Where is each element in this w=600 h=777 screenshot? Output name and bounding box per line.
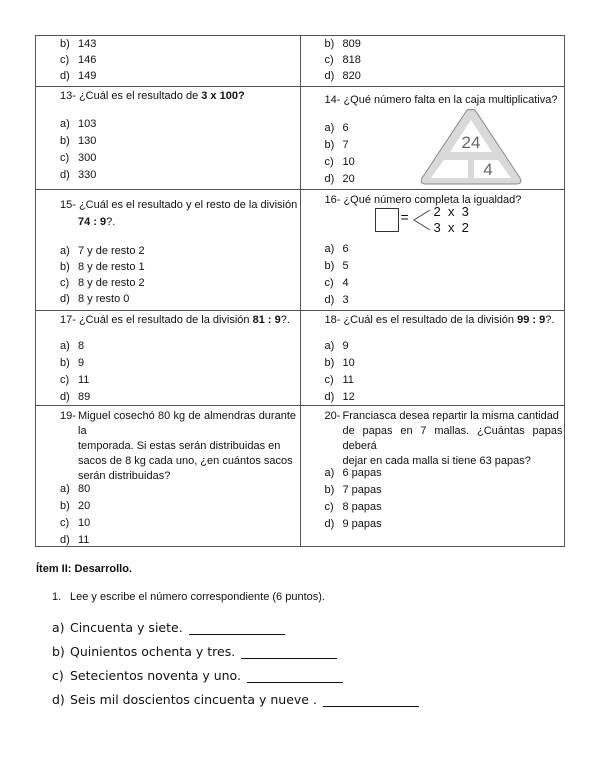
table-row bbox=[36, 87, 565, 190]
option-c: c) 11 bbox=[324, 374, 354, 386]
table-row bbox=[36, 190, 565, 311]
instruction bbox=[52, 591, 325, 603]
answer-box bbox=[375, 208, 399, 232]
list-item: b) Quinientos ochenta y tres. bbox=[52, 644, 337, 659]
question-19-text: Miguel cosechó 80 kg de almendras durante la temporada. Si estas serán distribuidas en sacos de 8 kg cada uno, ¿en cuántos sacos serán distribuidas? bbox=[78, 410, 296, 482]
cell-q14 bbox=[301, 87, 565, 189]
instruction-text: Lee y escribe el número correspondiente (6 puntos). bbox=[70, 591, 325, 603]
answer-blank[interactable] bbox=[189, 622, 285, 635]
option-b: b) 7 bbox=[324, 139, 349, 151]
cell-q18 bbox=[301, 311, 565, 405]
triangle-right-number: 4 bbox=[482, 160, 493, 179]
question-20-text: Franciasca desea repartir la misma cantidad de papas en 7 mallas. ¿Cuántas papas deberá dejar en cada malla si tiene 63 papas? bbox=[342, 410, 563, 467]
option-a: a) 6 bbox=[324, 243, 349, 255]
option-a: a) 8 bbox=[60, 340, 85, 352]
factor-bottom: 3 x 2 bbox=[433, 220, 469, 235]
option-a: a) 6 bbox=[324, 122, 349, 134]
option-c: c) 4 bbox=[324, 277, 349, 289]
question-18: 18- ¿Cuál es el resultado de la división 99 : 9?. bbox=[324, 314, 555, 326]
option-a: a) 80 bbox=[60, 483, 91, 495]
option-c: c) 818 bbox=[324, 54, 361, 66]
option-c: c) 300 bbox=[60, 152, 97, 164]
cell-q19 bbox=[36, 406, 300, 546]
option-b: b) 5 bbox=[324, 260, 349, 272]
section-title: Ítem II: Desarrollo. bbox=[36, 563, 132, 575]
cell-q15 bbox=[36, 190, 300, 310]
option-c: c) 8 papas bbox=[324, 501, 382, 513]
cell-q13 bbox=[36, 87, 300, 189]
option-d: d) 8 y resto 0 bbox=[60, 293, 130, 305]
branch-lines bbox=[412, 208, 432, 232]
instruction-number: 1. bbox=[52, 591, 62, 603]
option-c: c) 11 bbox=[60, 374, 90, 386]
option-d: d) 11 bbox=[60, 534, 90, 546]
option-b: b) 10 bbox=[324, 357, 355, 369]
option-b: b) 143 bbox=[60, 38, 97, 50]
question-20-number: 20- bbox=[324, 410, 341, 422]
cell-q12 bbox=[301, 36, 565, 86]
answer-blank[interactable] bbox=[247, 670, 343, 683]
factor-top: 2 x 3 bbox=[433, 204, 469, 219]
triangle-top-number: 24 bbox=[461, 133, 480, 152]
questions-table bbox=[35, 35, 565, 547]
answer-blank[interactable] bbox=[241, 646, 337, 659]
option-c: c) 8 y de resto 2 bbox=[60, 277, 145, 289]
option-d: d) 330 bbox=[60, 169, 97, 181]
cell-q17 bbox=[36, 311, 300, 405]
option-a: a) 103 bbox=[60, 118, 97, 130]
question-19-number: 19- bbox=[60, 410, 76, 422]
list-item: d) Seis mil doscientos cincuenta y nueve . bbox=[52, 692, 419, 707]
option-d: d) 9 papas bbox=[324, 518, 382, 530]
option-d: d) 12 bbox=[324, 391, 355, 403]
option-a: a) 9 bbox=[324, 340, 349, 352]
option-a: a) 7 y de resto 2 bbox=[60, 245, 145, 257]
question-17: 17- ¿Cuál es el resultado de la división 81 : 9?. bbox=[60, 314, 290, 326]
cell-q11 bbox=[36, 36, 300, 86]
option-d: d) 20 bbox=[324, 173, 355, 185]
option-c: c) 146 bbox=[60, 54, 97, 66]
option-c: c) 10 bbox=[60, 517, 91, 529]
option-b: b) 20 bbox=[60, 500, 91, 512]
question-15: 15- ¿Cuál es el resultado y el resto de la división bbox=[60, 199, 298, 211]
question-16: 16- ¿Qué número completa la igualdad? bbox=[324, 194, 522, 206]
cell-q16 bbox=[301, 190, 565, 310]
option-d: d) 3 bbox=[324, 294, 349, 306]
option-b: b) 809 bbox=[324, 38, 361, 50]
option-c: c) 10 bbox=[324, 156, 355, 168]
option-a: a) 6 papas bbox=[324, 467, 382, 479]
option-d: d) 820 bbox=[324, 70, 361, 82]
option-d: d) 89 bbox=[60, 391, 91, 403]
list-item: a) Cincuenta y siete. bbox=[52, 620, 285, 635]
option-b: b) 7 papas bbox=[324, 484, 382, 496]
question-13: 13- ¿Cuál es el resultado de 3 x 100? bbox=[60, 90, 245, 102]
multiplication-triangle bbox=[416, 106, 526, 188]
option-d: d) 149 bbox=[60, 70, 97, 82]
option-b: b) 8 y de resto 1 bbox=[60, 261, 145, 273]
option-b: b) 130 bbox=[60, 135, 97, 147]
cell-q20 bbox=[301, 406, 565, 546]
equals-sign: = bbox=[400, 209, 409, 225]
question-14: 14- ¿Qué número falta en la caja multiplicativa? bbox=[324, 94, 558, 106]
option-b: b) 9 bbox=[60, 357, 85, 369]
table-row bbox=[36, 311, 565, 406]
table-row bbox=[36, 406, 565, 547]
list-item: c) Setecientos noventa y uno. bbox=[52, 668, 343, 683]
question-15-division: 74 : 9?. bbox=[78, 216, 116, 228]
table-row bbox=[36, 36, 565, 87]
answer-blank[interactable] bbox=[323, 694, 419, 707]
